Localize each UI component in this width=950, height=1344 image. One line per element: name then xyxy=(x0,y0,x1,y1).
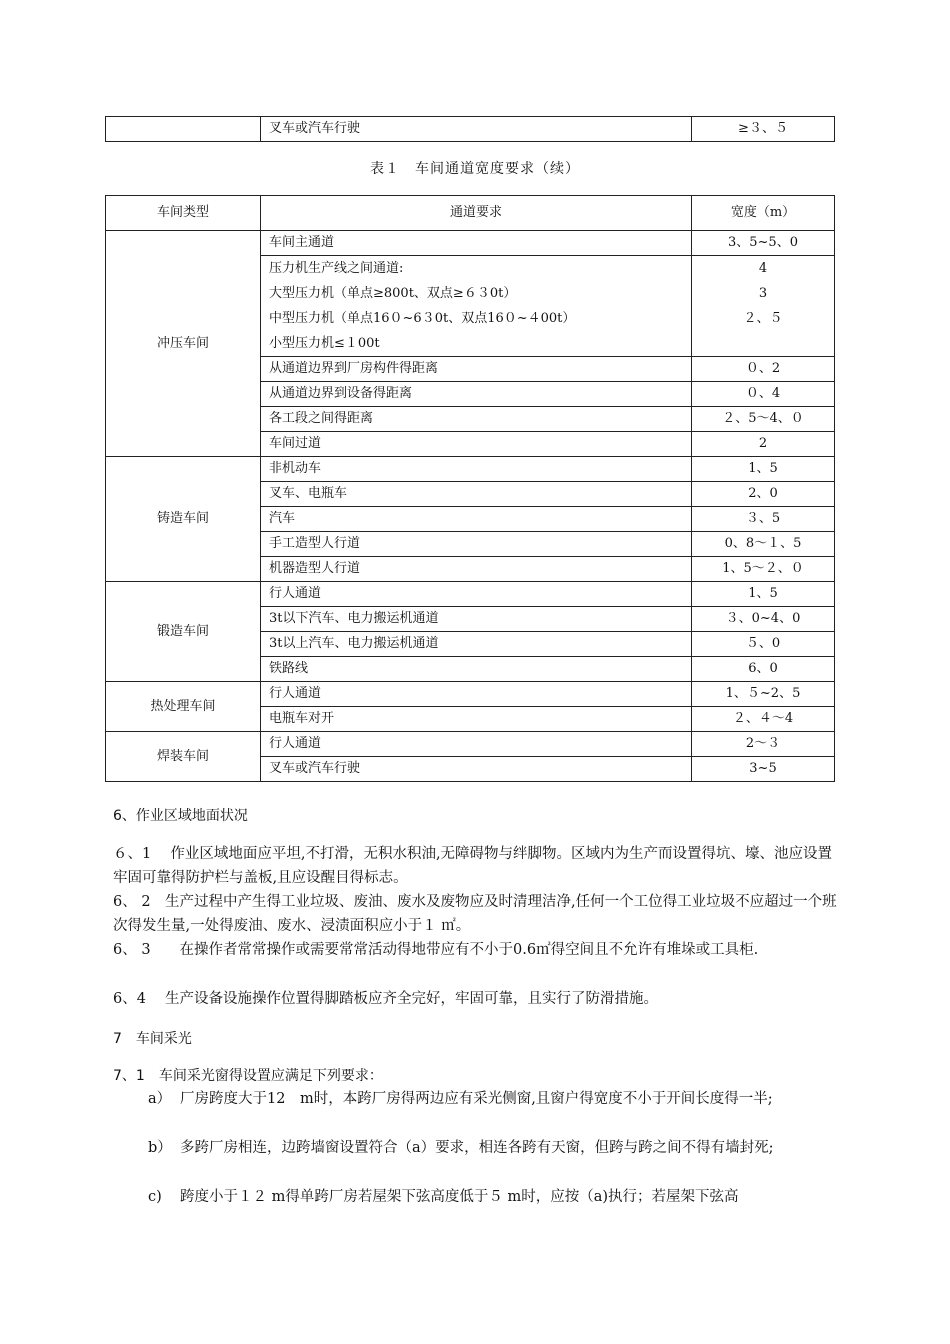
press-line-aisle-width: 4 xyxy=(758,261,768,276)
table-cell-requirement-multi xyxy=(261,256,692,357)
table-cell-requirement: 叉车、电瓶车 xyxy=(261,482,692,507)
table-row xyxy=(106,457,835,482)
large-press: 大型压力机（单点≥800t、双点≥６３0t） xyxy=(269,286,517,301)
list-marker: a） xyxy=(148,1091,172,1107)
header-width: 宽度（m） xyxy=(692,196,835,231)
table-cell-requirement: 行人通道 xyxy=(261,582,692,607)
table-cell-requirement: 叉车或汽车行驶 xyxy=(261,117,692,142)
table-row xyxy=(106,117,835,142)
table-row xyxy=(106,231,835,256)
medium-press: 中型压力机（单点16０~6３0t、双点16０~４00t） xyxy=(269,311,576,326)
medium-press-width: ２、５ xyxy=(743,311,783,326)
workshop-forging: 锻造车间 xyxy=(106,582,261,682)
table-cell-empty xyxy=(106,117,261,142)
table-cell-width: 3~5 xyxy=(692,757,835,782)
table-cell-requirement: 汽车 xyxy=(261,507,692,532)
table-cell-width: ０、4 xyxy=(692,382,835,407)
table-cell-width-multi xyxy=(692,256,835,357)
large-press-width: 3 xyxy=(758,286,768,301)
table-row xyxy=(106,682,835,707)
table-cell-width: ３、0~4、0 xyxy=(692,607,835,632)
header-workshop-type: 车间类型 xyxy=(106,196,261,231)
table-cell-requirement: 从通道边界到设备得距离 xyxy=(261,382,692,407)
list-item xyxy=(148,1185,843,1209)
table-cell-width: ５、0 xyxy=(692,632,835,657)
table-cell-requirement: 电瓶车对开 xyxy=(261,707,692,732)
paragraph-6-2: 6、 2 生产过程中产生得工业垃圾、废油、废水及废物应及时清理洁净,任何一个工位得工业垃圾不应超过一个班次得发生量,一处得废油、废水、浸渍面积应小于１ ㎡。 xyxy=(113,894,837,934)
table-cell-requirement: 行人通道 xyxy=(261,732,692,757)
table-cell-requirement: 铁路线 xyxy=(261,657,692,682)
table-row xyxy=(106,582,835,607)
table-cell-requirement: 车间主通道 xyxy=(261,231,692,256)
list-item xyxy=(148,1136,843,1160)
small-press-width xyxy=(700,331,826,356)
list-marker: c) xyxy=(148,1189,162,1205)
table-cell-width: ２、４～4 xyxy=(692,707,835,732)
paragraph-6-1: ６、1 作业区域地面应平坦,不打滑，无积水积油,无障碍物与绊脚物。区域内为生产而设置得坑、壕、池应设置牢固可靠得防护栏与盖板,且应设醒目得标志。 xyxy=(113,846,833,886)
workshop-welding: 焊装车间 xyxy=(106,732,261,782)
table-cell-width: ３、5 xyxy=(692,507,835,532)
table-cell-width: 1、５~2、5 xyxy=(692,682,835,707)
section-7-1-heading: 7、1 车间采光窗得设置应满足下列要求： xyxy=(113,1068,383,1084)
section-6-heading: 6、作业区域地面状况 xyxy=(113,808,248,824)
table-cell-width: 3、5~5、0 xyxy=(692,231,835,256)
paragraph-6-4: 6、4 生产设备设施操作位置得脚踏板应齐全完好，牢固可靠，且实行了防滑措施。 xyxy=(113,991,659,1007)
aisle-width-table xyxy=(105,195,835,782)
workshop-heat-treatment: 热处理车间 xyxy=(106,682,261,732)
table-row xyxy=(106,732,835,757)
continued-table-row xyxy=(105,116,835,142)
table-cell-requirement: 从通道边界到厂房构件得距离 xyxy=(261,357,692,382)
table-cell-requirement: 各工段之间得距离 xyxy=(261,407,692,432)
table-cell-width: 0、8～１、5 xyxy=(692,532,835,557)
table-cell-requirement: 手工造型人行道 xyxy=(261,532,692,557)
table-cell-requirement: 车间过道 xyxy=(261,432,692,457)
list-marker: b） xyxy=(148,1140,172,1156)
press-line-aisle: 压力机生产线之间通道: xyxy=(269,261,404,276)
table-cell-width: ０、2 xyxy=(692,357,835,382)
header-aisle-requirement: 通道要求 xyxy=(261,196,692,231)
paragraph-6-3: 6、 3 在操作者常常操作或需要常常活动得地带应有不小于0.6㎡得空间且不允许有堆垛或工具柜. xyxy=(113,942,759,958)
workshop-casting: 铸造车间 xyxy=(106,457,261,582)
table-cell-width: ２、5～4、０ xyxy=(692,407,835,432)
table-cell-requirement: 3t以下汽车、电力搬运机通道 xyxy=(261,607,692,632)
workshop-stamping: 冲压车间 xyxy=(106,231,261,457)
table-cell-width: 1、5～２、０ xyxy=(692,557,835,582)
table-cell-width: 2、0 xyxy=(692,482,835,507)
table-cell-width: 2 xyxy=(692,432,835,457)
table-cell-requirement: 叉车或汽车行驶 xyxy=(261,757,692,782)
list-text: 厂房跨度大于12 m时，本跨厂房得两边应有采光侧窗,且窗户得宽度不小于开间长度得一半; xyxy=(180,1091,773,1107)
list-text: 跨度小于１２ m得单跨厂房若屋架下弦高度低于５ m时，应按（a)执行；若屋架下弦高 xyxy=(180,1189,739,1205)
list-item xyxy=(148,1087,843,1111)
small-press: 小型压力机≤１00t xyxy=(269,336,380,351)
table-cell-width: 1、5 xyxy=(692,582,835,607)
table-cell-width: 1、5 xyxy=(692,457,835,482)
table-cell-requirement: 非机动车 xyxy=(261,457,692,482)
table-cell-width: 6、0 xyxy=(692,657,835,682)
table-caption: 表１ 车间通道宽度要求（续） xyxy=(370,161,580,177)
section-7-heading: 7 车间采光 xyxy=(113,1031,192,1047)
table-cell-width: ≥３、５ xyxy=(692,117,835,142)
table-cell-requirement: 3t以上汽车、电力搬运机通道 xyxy=(261,632,692,657)
table-cell-requirement: 行人通道 xyxy=(261,682,692,707)
list-text: 多跨厂房相连，边跨墙窗设置符合（a）要求，相连各跨有天窗，但跨与跨之间不得有墙封死; xyxy=(180,1140,774,1156)
table-header-row xyxy=(106,196,835,231)
table-cell-requirement: 机器造型人行道 xyxy=(261,557,692,582)
table-cell-width: 2～３ xyxy=(692,732,835,757)
